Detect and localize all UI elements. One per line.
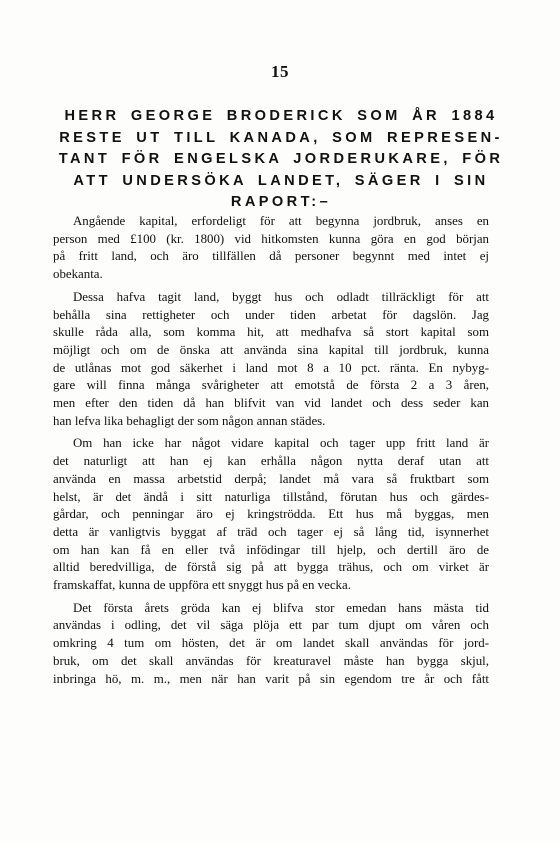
paragraph: [53, 435, 489, 594]
text-line: på fritt land, och äro tillfällen då personer begynnt med intet ej: [53, 249, 489, 264]
text-line: Det första årets gröda kan ej blifva stor emedan hans mästa tid: [73, 600, 489, 615]
text-line: möjligt och om de önska att använda sina kapital till jordbruk, kunna: [53, 342, 489, 357]
paragraph: [53, 289, 489, 431]
text-line: de utlånas mot god säkerhet i land mot 8 a 10 pct. ränta. En nybyg-: [53, 360, 489, 375]
text-line: alltid beredvilliga, de förstå sig på att bygga trähus, och om virket är: [53, 560, 489, 575]
text-line: skulle råda alla, som komma hit, att medhafva så stort kapital som: [53, 325, 489, 340]
text-line: han lefva lika behagligt der som någon annan städes.: [53, 413, 326, 428]
heading-line: TANT FÖR ENGELSKA JORDERUKARE, FÖR: [58, 151, 504, 167]
text-line: helst, är det ändå i sitt naturliga tillstånd, förutan hus och gärdes-: [53, 489, 489, 504]
text-line: detta är vanligtvis byggat af träd och tager ej så lång tid, isynnerhet: [53, 524, 489, 539]
heading-line: HERR GEORGE BRODERICK SOM ÅR 1884: [64, 108, 498, 124]
text-line: Angående kapital, erfordeligt för att begynna jordbruk, anses en: [73, 214, 489, 228]
paragraph: [53, 600, 489, 689]
text-line: gare will finna många svårigheter att emotstå de första 2 a 3 åren,: [53, 378, 489, 393]
text-line: bruk, om det skall användas för kreaturavel måste han bygga skjul,: [53, 653, 489, 668]
paragraph: [53, 213, 489, 284]
heading-line: RAPORT:–: [230, 194, 332, 210]
heading-line: RESTE UT TILL KANADA, SOM REPRESEN-: [59, 129, 503, 146]
heading-line: ATT UNDERSÖKA LANDET, SÄGER I SIN: [73, 172, 489, 189]
section-heading: [50, 106, 512, 214]
body-text: [53, 213, 489, 693]
text-line: gårdar, och penningar äro ej kringströdda. Ett hus må byggas, men: [53, 507, 489, 522]
text-line: Om han icke har något vidare kapital och tager upp fritt land är: [73, 436, 489, 451]
text-line: använda en massa arbetstid derpå; landet må vara så fruktbart som: [53, 471, 489, 486]
text-line: behålla sina rettigheter och under tiden arbetat för dagslön. Jag: [53, 307, 489, 322]
page-number: 15: [271, 62, 289, 81]
text-line: om han kan få en eller två infödingar till hjelp, och dertill äro de: [53, 542, 489, 557]
text-line: men efter den tiden då han blifvit van vid landet och dess seder kan: [53, 396, 489, 411]
text-line: det naturligt att han ej kan erhålla någon nytta deraf utan att: [53, 454, 489, 469]
text-line: framskaffat, kunna de uppföra ett snyggt hus på en vecka.: [53, 578, 351, 593]
text-line: omkring 4 tum om hösten, det är om landet skall användas för jord-: [53, 636, 489, 651]
text-line: inbringa hö, m. m., men när han varit på sin egendom tre år och fått: [53, 671, 489, 686]
text-line: användas i odling, det vil säga plöja ett par tum djupt om våren och: [53, 618, 489, 633]
text-line: obekanta.: [53, 267, 103, 282]
text-line: Dessa hafva tagit land, byggt hus och odladt tillräckligt för att: [73, 289, 489, 304]
text-line: person med £100 (kr. 1800) vid hitkomsten kunna göra en god början: [53, 231, 489, 246]
